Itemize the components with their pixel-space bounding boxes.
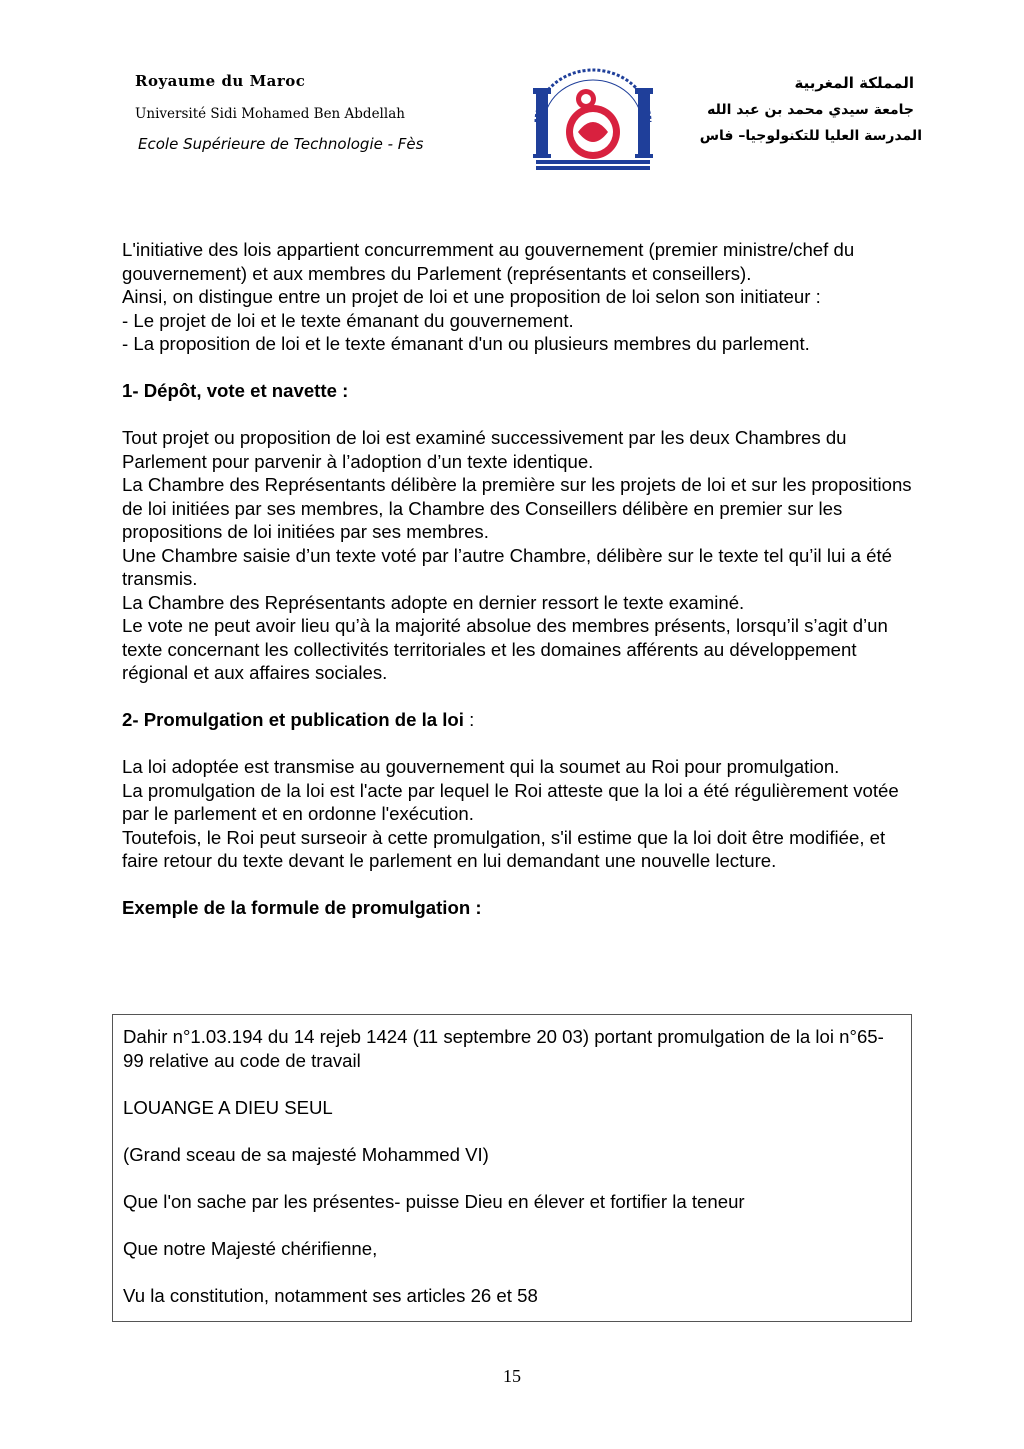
box-paragraph: Vu la constitution, notamment ses articles 26 et 58	[123, 1284, 538, 1306]
section-heading-2-title: 2- Promulgation et publication de la loi	[122, 709, 464, 730]
paragraph: L'initiative des lois appartient concurremment au gouvernement (premier ministre/chef du gouvernement) et aux membres du Parlement (représentants et conseillers).	[122, 239, 855, 284]
paragraph: Ainsi, on distingue entre un projet de loi et une proposition de loi selon son initiateur :	[122, 286, 821, 307]
promulgation-example-box	[112, 1014, 912, 1322]
box-paragraph: LOUANGE A DIEU SEUL	[123, 1096, 333, 1118]
header-university-ar: جامعة سيدي محمد بن عبد الله	[707, 102, 914, 118]
page-number: 15	[503, 1366, 521, 1386]
section-heading-2-suffix: :	[463, 709, 475, 730]
paragraph: La loi adoptée est transmise au gouvernement qui la soumet au Roi pour promulgation.	[122, 756, 840, 777]
header-country: Royaume du Maroc	[135, 72, 306, 90]
header-school-ar: المدرسة العليا للتكنولوجيا– فاس	[699, 128, 922, 144]
box-paragraph: Que l'on sache par les présentes- puisse Dieu en élever et fortifier la teneur	[123, 1190, 745, 1212]
header-school: Ecole Supérieure de Technologie - Fès	[138, 135, 424, 153]
paragraph: - Le projet de loi et le texte émanant du gouvernement.	[122, 309, 574, 331]
box-paragraph: (Grand sceau de sa majesté Mohammed VI)	[123, 1143, 489, 1165]
paragraph: - La proposition de loi et le texte émanant d'un ou plusieurs membres du parlement.	[122, 333, 810, 354]
paragraph: Une Chambre saisie d’un texte voté par l’autre Chambre, délibère sur le texte tel qu’il lui a été transmis.	[122, 544, 892, 589]
document-body	[122, 238, 912, 920]
section-heading-1: 1- Dépôt, vote et navette :	[122, 380, 349, 401]
box-paragraph: Que notre Majesté chérifienne,	[123, 1237, 378, 1259]
box-paragraph: Dahir n°1.03.194 du 14 rejeb 1424 (11 septembre 20 03) portant promulgation de la loi n°65-99 relative au code de travail	[123, 1026, 884, 1071]
section-heading-2	[122, 708, 912, 732]
paragraph: La promulgation de la loi est l'acte par lequel le Roi atteste que la loi a été régulièrement votée par le parlement et en ordonne l'exécution.	[122, 779, 899, 824]
example-heading: Exemple de la formule de promulgation :	[122, 897, 482, 918]
paragraph: Le vote ne peut avoir lieu qu’à la majorité absolue des membres présents, lorsqu’il s’agit d’un texte concernant les collectivités territoriales et les domaines afférents au développement régional et aux affaires sociales.	[122, 615, 888, 683]
header-country-ar: المملكة المغربية	[794, 74, 914, 92]
paragraph: Tout projet ou proposition de loi est examiné successivement par les deux Chambres du Parlement pour parvenir à l’adoption d’un texte identique.	[122, 427, 847, 472]
paragraph: Toutefois, le Roi peut surseoir à cette promulgation, s'il estime que la loi doit être modifiée, et faire retour du texte devant le parlement en lui demandant une nouvelle lecture.	[122, 826, 886, 871]
paragraph: La Chambre des Représentants adopte en dernier ressort le texte examiné.	[122, 591, 745, 613]
paragraph: La Chambre des Représentants délibère la première sur les projets de loi et sur les propositions de loi initiées par ses membres, la Chambre des Conseillers délibère en premier sur les propositions de loi initiées par ses membres.	[122, 474, 912, 542]
header-university: Université Sidi Mohamed Ben Abdellah	[135, 106, 405, 122]
university-emblem-icon	[528, 62, 658, 174]
